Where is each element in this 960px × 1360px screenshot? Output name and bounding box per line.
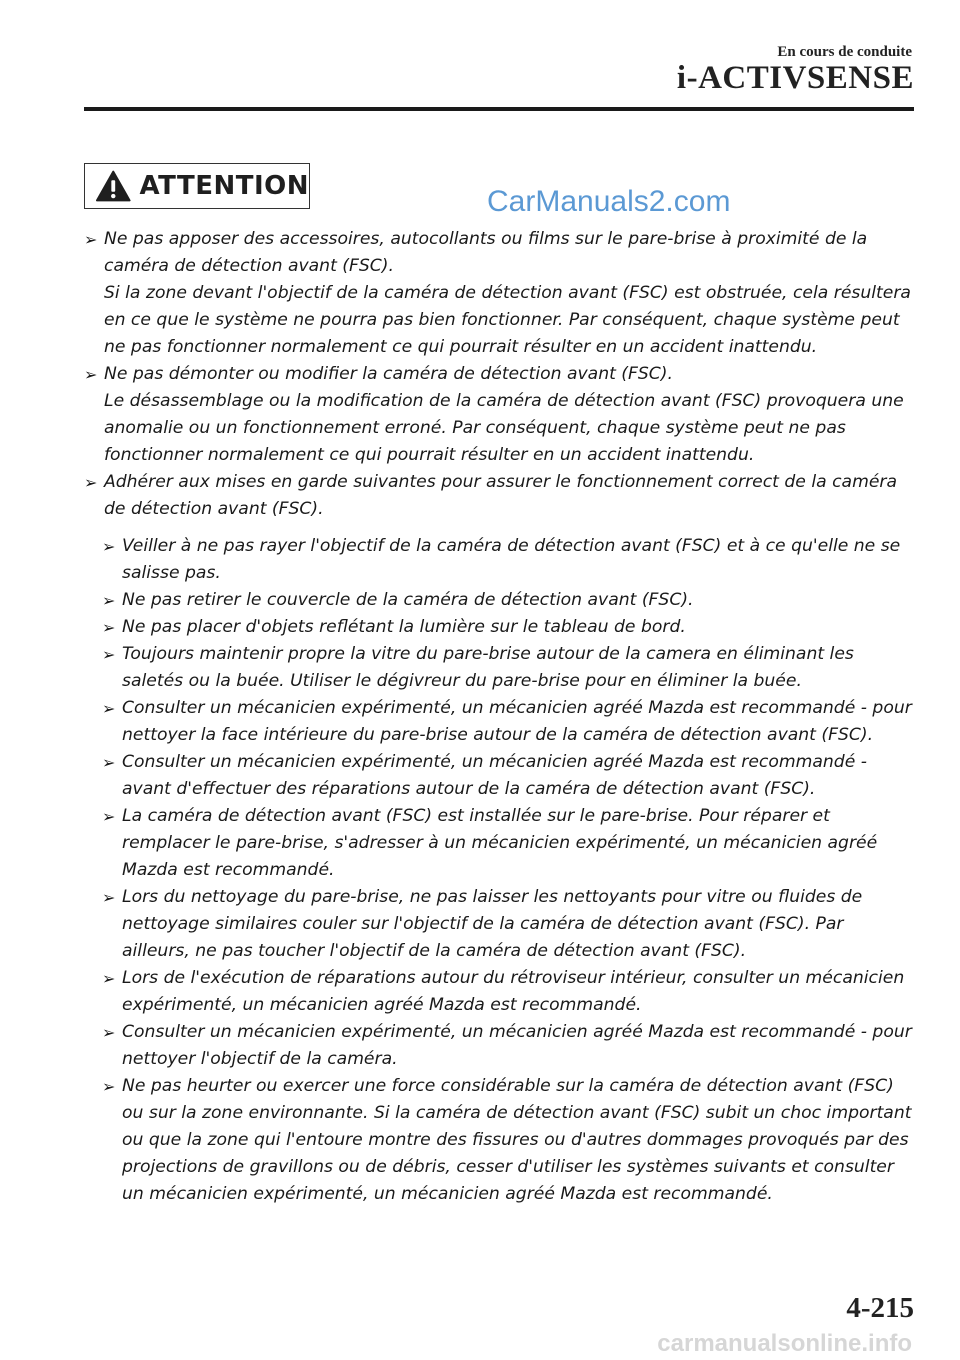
- sub-list-item: [102, 641, 916, 695]
- attention-label: ATTENTION: [139, 171, 309, 201]
- bullet-arrow-icon: ➢: [84, 365, 98, 384]
- sub-list-item: [102, 614, 916, 641]
- item-paragraph: Ne pas heurter ou exercer une force considérable sur la caméra de détection avant (FSC) ou sur la zone environnante. Si la caméra de détection avant (FSC) subit un choc important ou que la zone qui l'entoure montre des fissures ou d'autres dommages provoqués par des projections de gravillons ou de débris, cesser d'utiliser les systèmes suivants et consulter un mécanicien expérimenté, un mécanicien agréé Mazda est recommandé.: [122, 1076, 912, 1204]
- item-paragraph: Ne pas démonter ou modifier la caméra de détection avant (FSC).: [104, 364, 673, 384]
- bullet-arrow-icon: ➢: [102, 888, 116, 907]
- sub-list-item: [102, 1073, 916, 1208]
- sub-list-item: [102, 587, 916, 614]
- bullet-arrow-icon: ➢: [102, 1023, 116, 1042]
- warning-content: [84, 226, 916, 1208]
- bullet-arrow-icon: ➢: [84, 230, 98, 249]
- item-paragraph: La caméra de détection avant (FSC) est installée sur le pare-brise. Pour réparer et remplacer le pare-brise, s'adresser à un mécanicien expérimenté, un mécanicien agréé Mazda est recommandé.: [122, 806, 878, 880]
- sub-list: [84, 533, 916, 1208]
- header-rule: [84, 107, 914, 111]
- bullet-arrow-icon: ➢: [102, 618, 116, 637]
- sub-list-item: [102, 533, 916, 587]
- bullet-arrow-icon: ➢: [102, 969, 116, 988]
- bullet-arrow-icon: ➢: [102, 1077, 116, 1096]
- item-paragraph: Lors du nettoyage du pare-brise, ne pas laisser les nettoyants pour vitre ou fluides de nettoyage similaires couler sur l'objectif de la caméra de détection avant (FSC). Par ailleurs, ne pas toucher l'objectif de la caméra de détection avant (FSC).: [122, 887, 863, 961]
- item-paragraph: Adhérer aux mises en garde suivantes pour assurer le fonctionnement correct de la caméra de détection avant (FSC).: [104, 472, 897, 519]
- item-paragraph: Si la zone devant l'objectif de la caméra de détection avant (FSC) est obstruée, cela résultera en ce que le système ne pourra pas bien fonctionner. Par conséquent, chaque système peut ne pas fonctionner normalement ce qui pourrait résulter en un accident inattendu.: [104, 283, 911, 357]
- watermark-bottom: carmanualsonline.info: [657, 1330, 912, 1357]
- item-paragraph: Le désassemblage ou la modification de la caméra de détection avant (FSC) provoquera une anomalie ou un fonctionnement erroné. Par conséquent, chaque système peut ne pas fonctionner normalement ce qui pourrait résulter en un accident inattendu.: [104, 391, 904, 465]
- list-item: [84, 469, 916, 523]
- page-number: 4-215: [846, 1292, 914, 1324]
- item-paragraph: Consulter un mécanicien expérimenté, un mécanicien agréé Mazda est recommandé - pour nettoyer l'objectif de la caméra.: [122, 1022, 912, 1069]
- item-paragraph: Ne pas apposer des accessoires, autocollants ou films sur le pare-brise à proximité de la caméra de détection avant (FSC).: [104, 229, 868, 276]
- sub-list-item: [102, 1019, 916, 1073]
- sub-list-item: [102, 803, 916, 884]
- sub-list-item: [102, 884, 916, 965]
- sub-list-item: [102, 695, 916, 749]
- list-item: [84, 361, 916, 469]
- bullet-arrow-icon: ➢: [102, 591, 116, 610]
- item-paragraph: Lors de l'exécution de réparations autour du rétroviseur intérieur, consulter un mécanicien expérimenté, un mécanicien agréé Mazda est recommandé.: [122, 968, 905, 1015]
- bullet-arrow-icon: ➢: [102, 699, 116, 718]
- bullet-arrow-icon: ➢: [102, 807, 116, 826]
- list-item: [84, 226, 916, 361]
- watermark-top: CarManuals2.com: [487, 185, 731, 218]
- bullet-arrow-icon: ➢: [102, 537, 116, 556]
- bullet-arrow-icon: ➢: [84, 473, 98, 492]
- item-paragraph: Veiller à ne pas rayer l'objectif de la caméra de détection avant (FSC) et à ce qu'elle ne se salisse pas.: [122, 536, 901, 583]
- attention-box: [84, 163, 310, 209]
- item-paragraph: Ne pas retirer le couvercle de la caméra de détection avant (FSC).: [122, 590, 694, 610]
- item-paragraph: Ne pas placer d'objets reflétant la lumière sur le tableau de bord.: [122, 617, 686, 637]
- bullet-arrow-icon: ➢: [102, 753, 116, 772]
- item-paragraph: Consulter un mécanicien expérimenté, un mécanicien agréé Mazda est recommandé - avant d'effectuer des réparations autour de la caméra de détection avant (FSC).: [122, 752, 867, 799]
- bullet-arrow-icon: ➢: [102, 645, 116, 664]
- sub-list-item: [102, 749, 916, 803]
- item-paragraph: Toujours maintenir propre la vitre du pare-brise autour de la camera en éliminant les saletés ou la buée. Utiliser le dégivreur du pare-brise pour en éliminer la buée.: [122, 644, 854, 691]
- item-paragraph: Consulter un mécanicien expérimenté, un mécanicien agréé Mazda est recommandé - pour nettoyer la face intérieure du pare-brise autour de la caméra de détection avant (FSC).: [122, 698, 912, 745]
- warning-triangle-icon: [95, 169, 132, 203]
- sub-list-item: [102, 965, 916, 1019]
- main-list: [84, 226, 916, 523]
- section-name: En cours de conduite: [777, 44, 912, 60]
- chapter-title: i-ACTIVSENSE: [676, 60, 914, 96]
